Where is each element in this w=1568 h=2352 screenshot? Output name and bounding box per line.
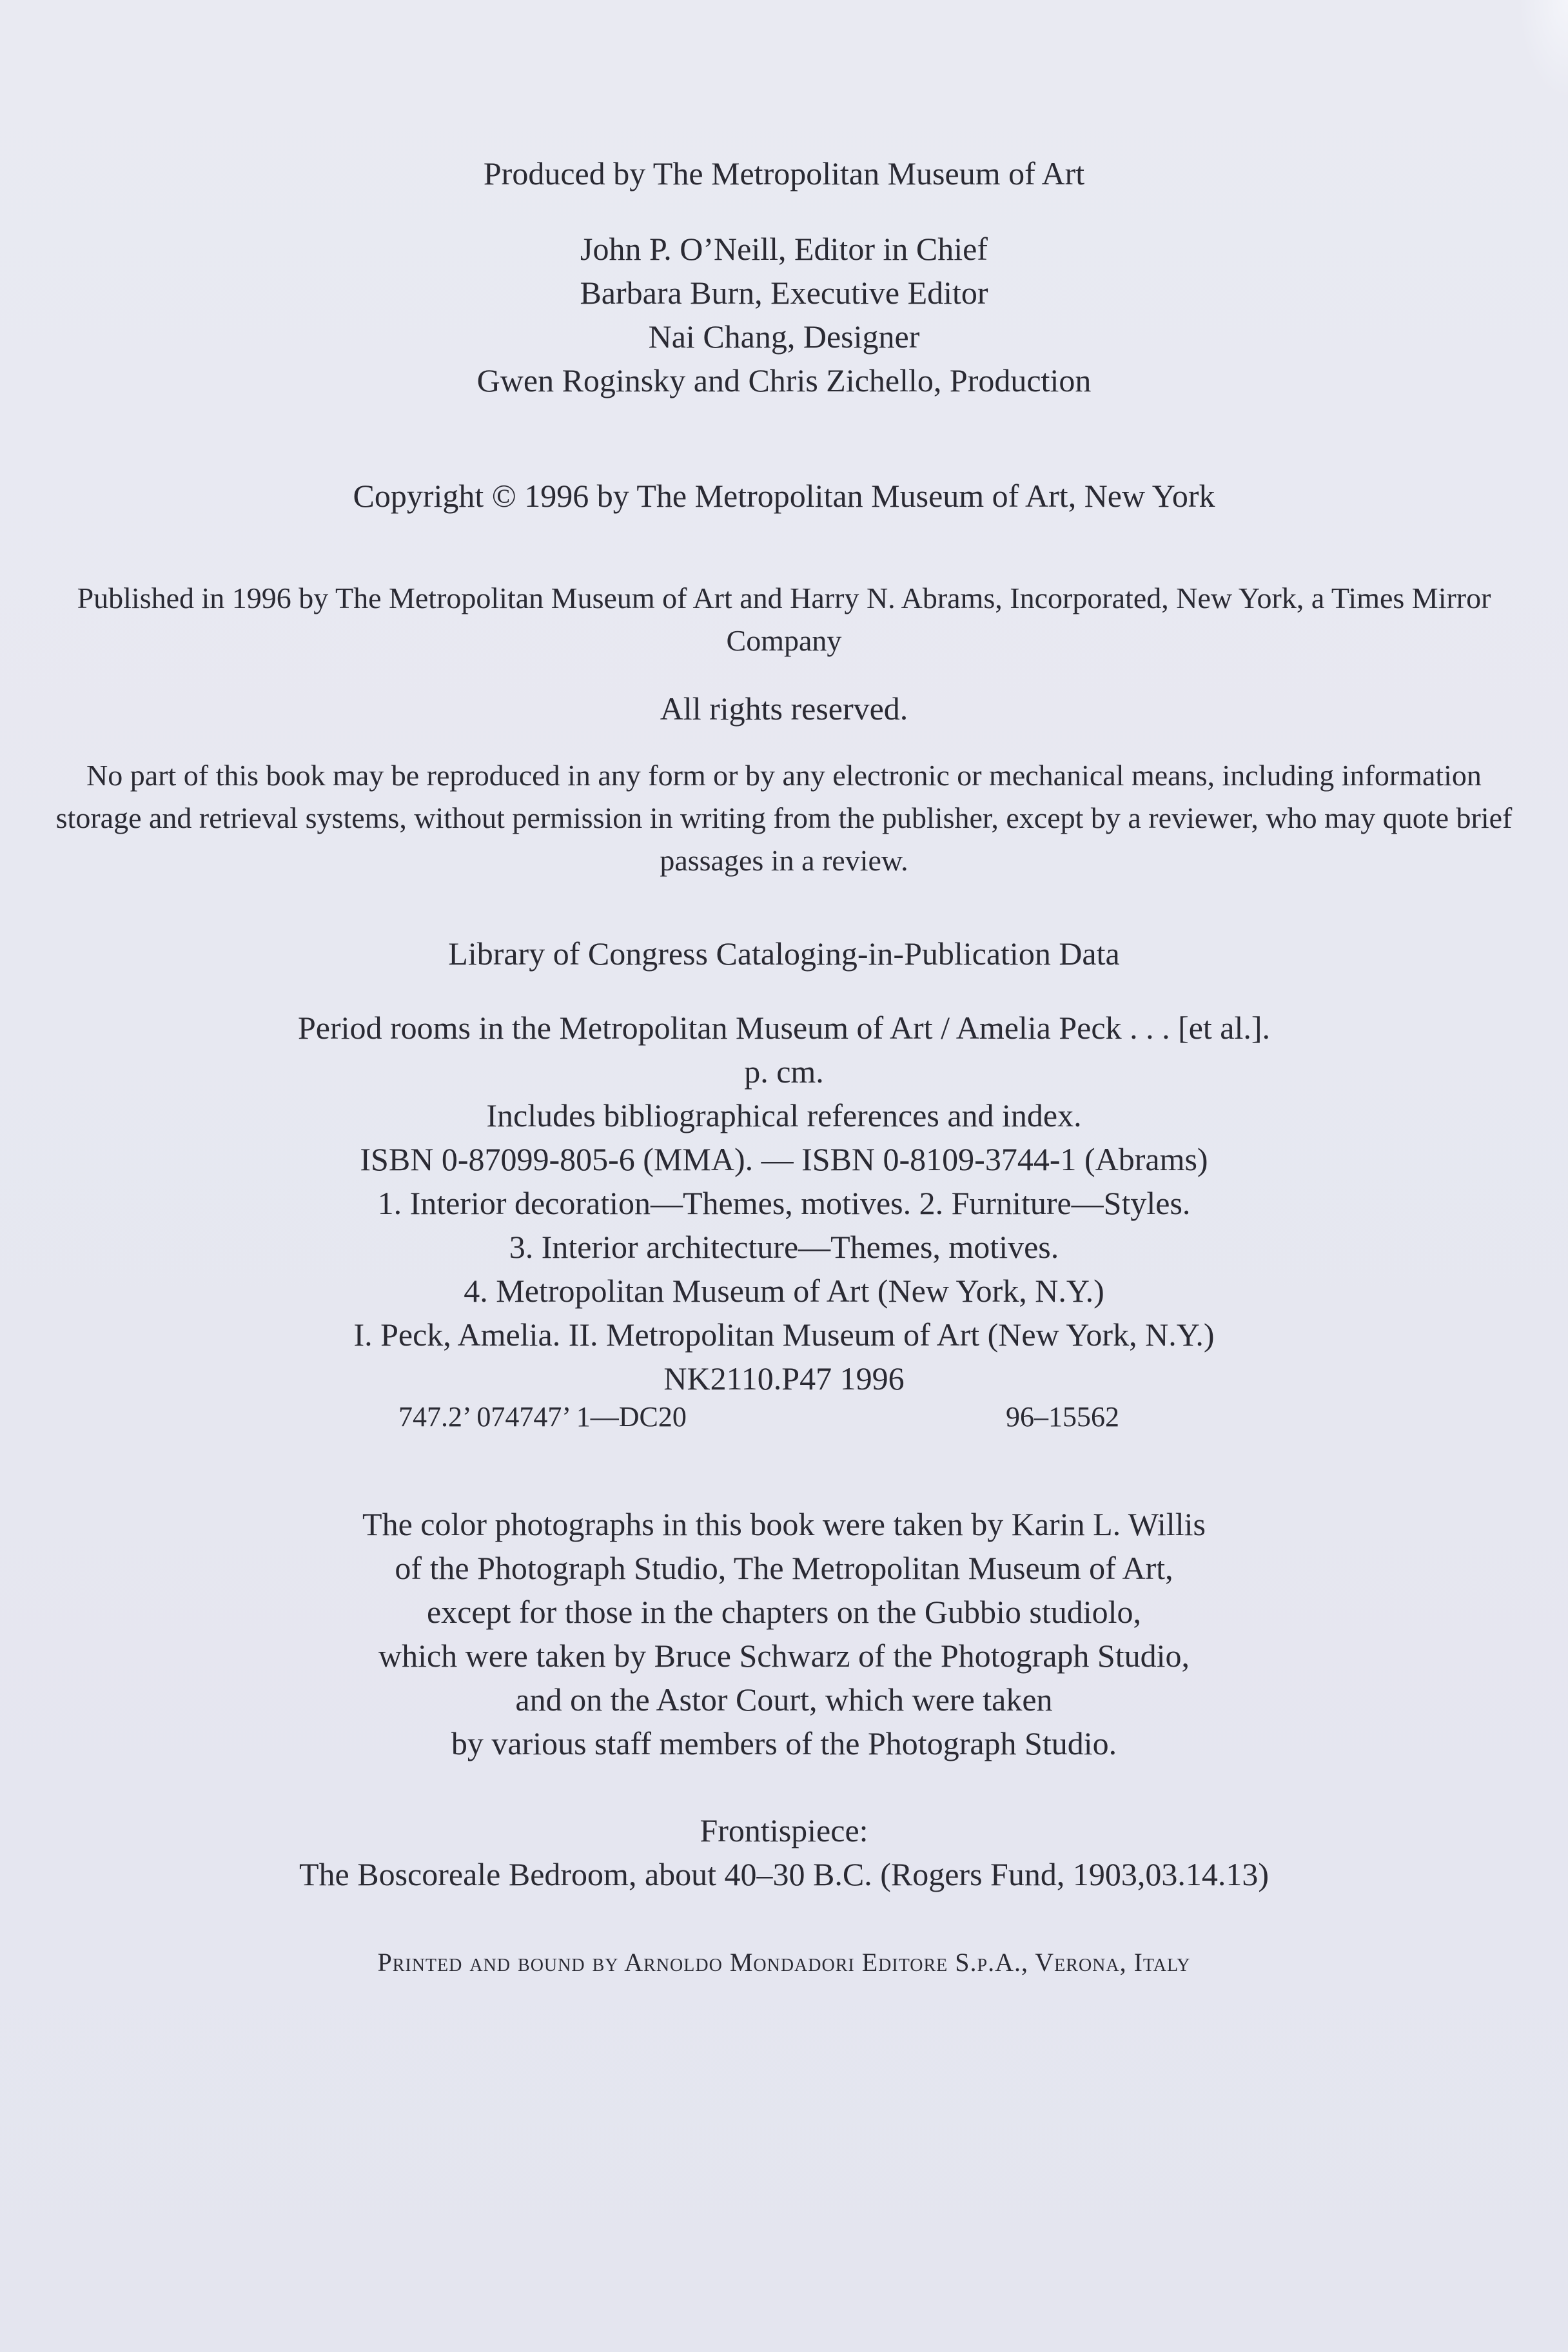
page-corner-curl [1510,0,1568,116]
publisher-line: Company [726,624,842,657]
staff-credits [0,227,1568,402]
photo-credit-line: by various staff members of the Photograph Studio. [451,1725,1117,1761]
rights-line: storage and retrieval systems, without permission in writing from the publisher, except by a reviewer, who may quote brief [55,801,1513,834]
printer-notice [0,1941,1568,1984]
photo-credit-line: and on the Astor Court, which were taken [515,1681,1053,1718]
frontispiece-label: Frontispiece: [700,1812,868,1848]
rights-line: passages in a review. [660,844,908,877]
catalog-line: ISBN 0-87099-805-6 (MMA). — ISBN 0-8109-3744-1 (Abrams) [360,1141,1208,1177]
catalog-line: I. Peck, Amelia. II. Metropolitan Museum of Art (New York, N.Y.) [353,1317,1215,1353]
staff-line: John P. O’Neill, Editor in Chief [580,231,988,267]
photo-credit-line: except for those in the chapters on the Gubbio studiolo, [426,1594,1142,1630]
photo-credit-line: which were taken by Bruce Schwarz of the Photograph Studio, [378,1638,1190,1674]
staff-line: Gwen Roginsky and Chris Zichello, Production [476,362,1092,398]
photo-credit-line: The color photographs in this book were taken by Karin L. Willis [362,1506,1206,1542]
dewey-number: 747.2’ 074747’ 1—DC20 [398,1401,687,1433]
catalog-line: Period rooms in the Metropolitan Museum of Art / Amelia Peck . . . [et al.]. [297,1010,1271,1046]
photo-credits [0,1502,1568,1765]
produced-by-line: Produced by The Metropolitan Museum of Art [483,155,1085,191]
printer-line: Printed and bound by Arnoldo Mondadori Editore S.p.A., Verona, Italy [377,1948,1191,1977]
catalog-line: p. cm. [744,1054,824,1090]
copyright-line: Copyright © 1996 by The Metropolitan Museum of Art, New York [353,478,1215,514]
frontispiece-caption: The Boscoreale Bedroom, about 40–30 B.C. (Rogers Fund, 1903,03.14.13) [299,1856,1269,1892]
publisher-line: Published in 1996 by The Metropolitan Museum of Art and Harry N. Abrams, Incorporated, New York, a Times Mirror [77,582,1491,614]
staff-line: Nai Chang, Designer [648,318,920,355]
photo-credit-line: of the Photograph Studio, The Metropolitan Museum of Art, [395,1550,1173,1586]
cataloging-record [0,1006,1568,1400]
lccn-number: 96–15562 [1006,1401,1119,1433]
catalog-line: 3. Interior architecture—Themes, motives. [509,1229,1059,1265]
produced-by [0,152,1568,195]
cataloging-heading [0,932,1568,975]
catalog-line: Includes bibliographical references and index. [486,1097,1082,1133]
rights-heading [0,687,1568,730]
rights-line: No part of this book may be reproduced in any form or by any electronic or mechanical means, including information [86,759,1482,792]
catalog-line: NK2110.P47 1996 [663,1360,905,1396]
catalog-line: 4. Metropolitan Museum of Art (New York, N.Y.) [464,1273,1104,1309]
staff-line: Barbara Burn, Executive Editor [580,275,988,311]
publisher-notice [0,577,1568,662]
copyright-notice [0,474,1568,518]
catalog-line: 1. Interior decoration—Themes, motives. 2. Furniture—Styles. [377,1185,1191,1221]
cataloging-heading-line: Library of Congress Cataloging-in-Publication Data [448,936,1120,972]
frontispiece [0,1808,1568,1896]
rights-statement [0,754,1568,882]
rights-heading-line: All rights reserved. [660,691,908,727]
